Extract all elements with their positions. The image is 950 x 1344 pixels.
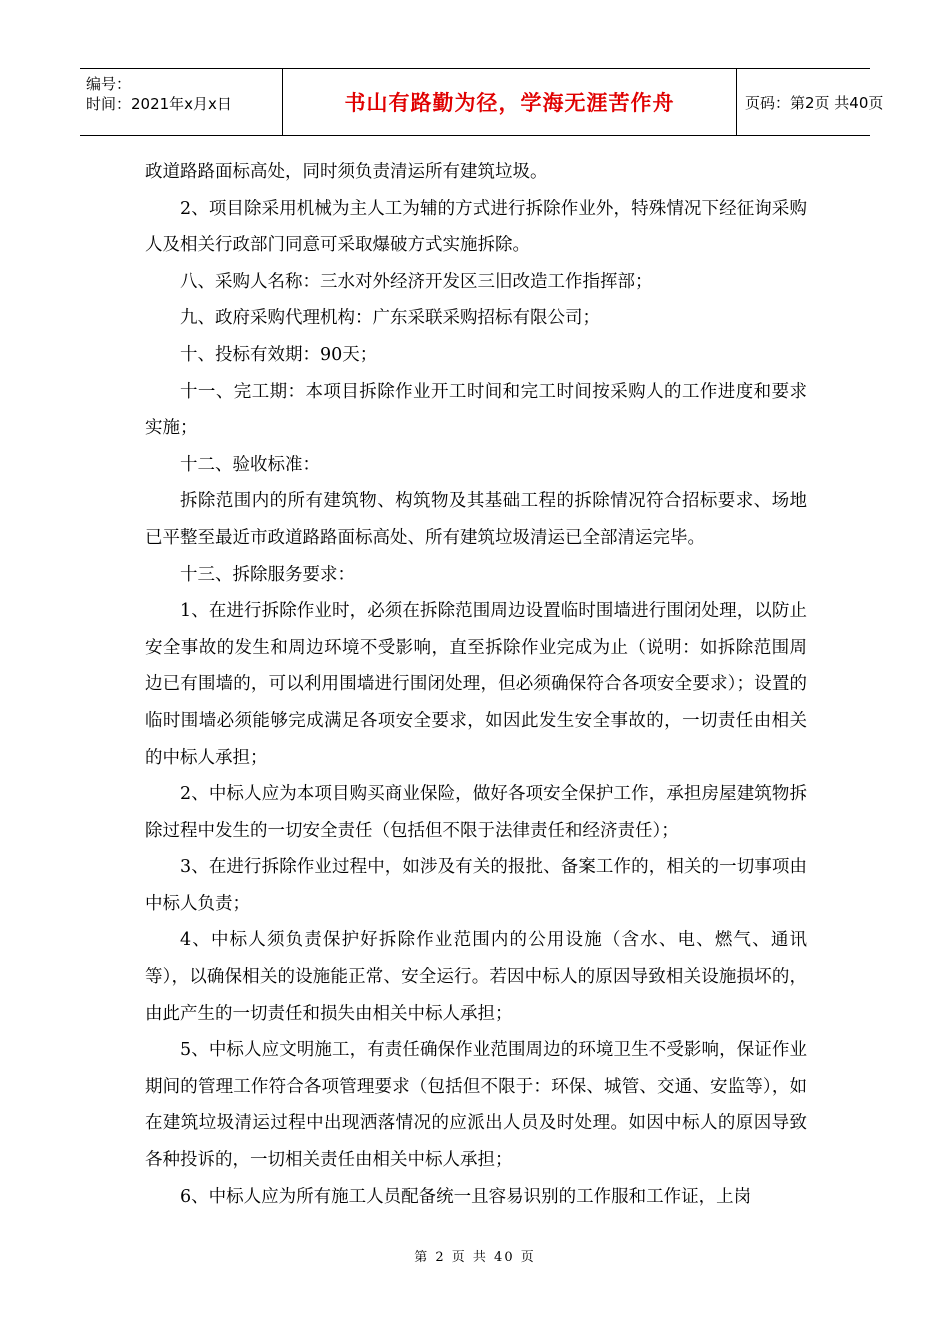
paragraph: 十二、验收标准： [180,454,320,475]
page-footer: 第 2 页 共 40 页 [414,1250,536,1265]
paragraph: 十三、拆除服务要求： [180,564,355,585]
paragraph: 4、中标人须负责保护好拆除作业范围内的公用设施（含水、电、燃气、通讯等），以确保相关的设施能正常、安全运行。若因中标人的原因导致相关设施损坏的，由此产生的一切责任和损失由相关中标人承担； [145,930,807,1024]
paragraph: 3、在进行拆除作业过程中，如涉及有关的报批、备案工作的，相关的一切事项由中标人负责； [145,857,807,914]
header-page-info: 页码：第2页 共40页 [745,93,884,112]
paragraph: 2、中标人应为本项目购买商业保险，做好各项安全保护工作，承担房屋建筑物拆除过程中发生的一切安全责任（包括但不限于法律责任和经济责任）； [145,784,807,841]
paragraph: 5、中标人应文明施工，有责任确保作业范围周边的环境卫生不受影响，保证作业期间的管理工作符合各项管理要求（包括但不限于：环保、城管、交通、安监等），如在建筑垃圾清运过程中出现洒落情况的应派出人员及时处理。如因中标人的原因导致各种投诉的，一切相关责任由相关中标人承担； [145,1040,807,1171]
document-body [145,154,807,1215]
document-number-label: 编号： [86,75,132,93]
paragraph: 十一、完工期：本项目拆除作业开工时间和完工时间按采购人的工作进度和要求实施； [145,381,807,439]
paragraph: 八、采购人名称：三水对外经济开发区三旧改造工作指挥部； [180,271,653,292]
document-date-label: 时间：2021年x月x日 [86,95,232,113]
paragraph: 政道路路面标高处，同时须负责清运所有建筑垃圾。 [145,162,548,182]
paragraph: 十、投标有效期：90天； [180,344,378,365]
paragraph: 1、在进行拆除作业时，必须在拆除范围周边设置临时围墙进行围闭处理，以防止安全事故的发生和周边环境不受影响，直至拆除作业完成为止（说明：如拆除范围周边已有围墙的，可以利用围墙进行围闭处理，但必须确保符合各项安全要求）；设置的临时围墙必须能够完成满足各项安全要求，如因此发生安全事故的，一切责任由相关的中标人承担； [145,601,807,768]
paragraph: 拆除范围内的所有建筑物、构筑物及其基础工程的拆除情况符合招标要求、场地已平整至最近市政道路路面标高处、所有建筑垃圾清运已全部清运完毕。 [145,491,807,548]
paragraph: 九、政府采购代理机构：广东采联采购招标有限公司； [180,308,600,329]
header-meta [80,69,282,135]
header-motto: 书山有路勤为径，学海无涯苦作舟 [282,69,737,135]
paragraph: 6、中标人应为所有施工人员配备统一且容易识别的工作服和工作证，上岗 [180,1186,752,1207]
page-header [80,68,884,136]
paragraph: 2、项目除采用机械为主人工为辅的方式进行拆除作业外，特殊情况下经征询采购人及相关行政部门同意可采取爆破方式实施拆除。 [145,198,807,256]
